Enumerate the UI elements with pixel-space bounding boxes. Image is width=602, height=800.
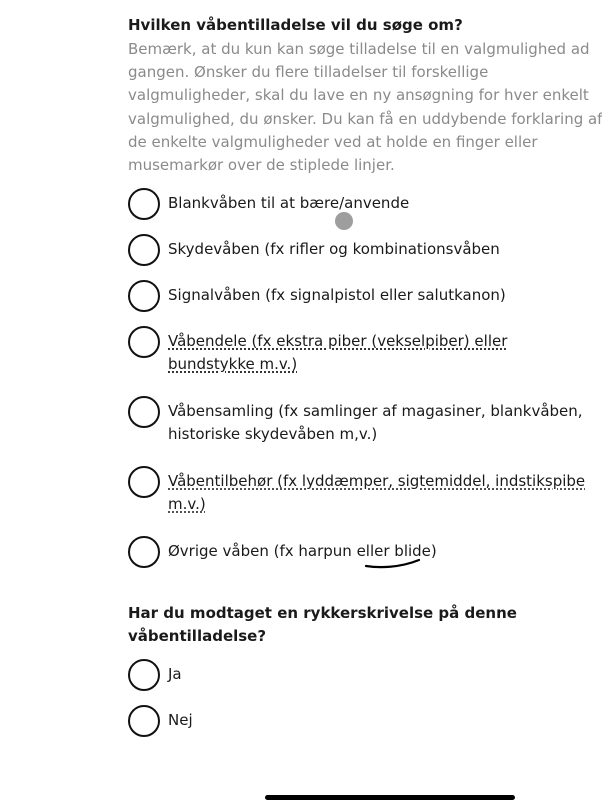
radio-option-vaabendele[interactable] xyxy=(128,326,528,373)
radio-option-vaabensamling[interactable] xyxy=(128,396,583,443)
pen-scribble-mark xyxy=(364,556,424,570)
help-text-line: valgmuligheder, skal du lave en ny ansøgning for hver enkelt xyxy=(128,86,589,105)
radio-label: Signalvåben (fx signalpistol eller salutkanon) xyxy=(168,286,506,304)
radio-label: Skydevåben (fx rifler og kombinationsvåben xyxy=(168,240,500,258)
home-indicator-bar[interactable] xyxy=(265,795,515,800)
radio-option-vaabentilbehoer[interactable] xyxy=(128,466,586,513)
radio-label: Ja xyxy=(168,665,182,683)
radio-button[interactable] xyxy=(128,280,160,312)
radio-option-skydevaaben[interactable] xyxy=(128,234,528,264)
radio-option-signalvaaben[interactable] xyxy=(128,280,528,310)
help-text-line: musemarkør over de stiplede linjer. xyxy=(128,156,395,175)
radio-option-oevrige-vaaben[interactable] xyxy=(128,536,528,566)
radio-button[interactable] xyxy=(128,659,160,691)
radio-label: Våbentilbehør (fx lyddæmper, sigtemiddel, indstikspibe m.v.) xyxy=(168,472,586,513)
radio-button[interactable] xyxy=(128,326,160,358)
radio-button[interactable] xyxy=(128,396,160,428)
radio-label: Nej xyxy=(168,711,193,729)
question-title-permit-type: Hvilken våbentilladelse vil du søge om? xyxy=(128,16,463,34)
radio-button[interactable] xyxy=(128,536,160,568)
help-text-line: de enkelte valgmuligheder ved at holde en finger eller xyxy=(128,132,538,151)
radio-button[interactable] xyxy=(128,705,160,737)
radio-option-nej[interactable] xyxy=(128,705,528,735)
radio-button[interactable] xyxy=(128,188,160,220)
radio-label: Blankvåben til at bære/anvende xyxy=(168,194,410,212)
radio-label: Våbendele (fx ekstra piber (vekselpiber) eller bundstykke m.v.) xyxy=(168,332,508,373)
touch-indicator xyxy=(335,212,353,230)
help-text-line: valgmulighed, du ønsker. Du kan få en uddybende forklaring af xyxy=(128,109,602,128)
radio-button[interactable] xyxy=(128,234,160,266)
radio-option-blankvaaben[interactable] xyxy=(128,188,528,218)
question-help-text xyxy=(128,38,602,177)
help-text-line: Bemærk, at du kun kan søge tilladelse til en valgmulighed ad xyxy=(128,40,590,58)
help-text-line: gangen. Ønsker du flere tilladelser til forskellige xyxy=(128,63,489,82)
radio-option-ja[interactable] xyxy=(128,659,528,689)
question-title-reminder: Har du modtaget en rykkerskrivelse på denne våbentilladelse? xyxy=(128,604,517,645)
radio-label: Våbensamling (fx samlinger af magasiner, blankvåben, historiske skydevåben m,v.) xyxy=(168,402,583,443)
radio-button[interactable] xyxy=(128,466,160,498)
radio-label: Øvrige våben (fx harpun eller blide) xyxy=(168,542,437,560)
